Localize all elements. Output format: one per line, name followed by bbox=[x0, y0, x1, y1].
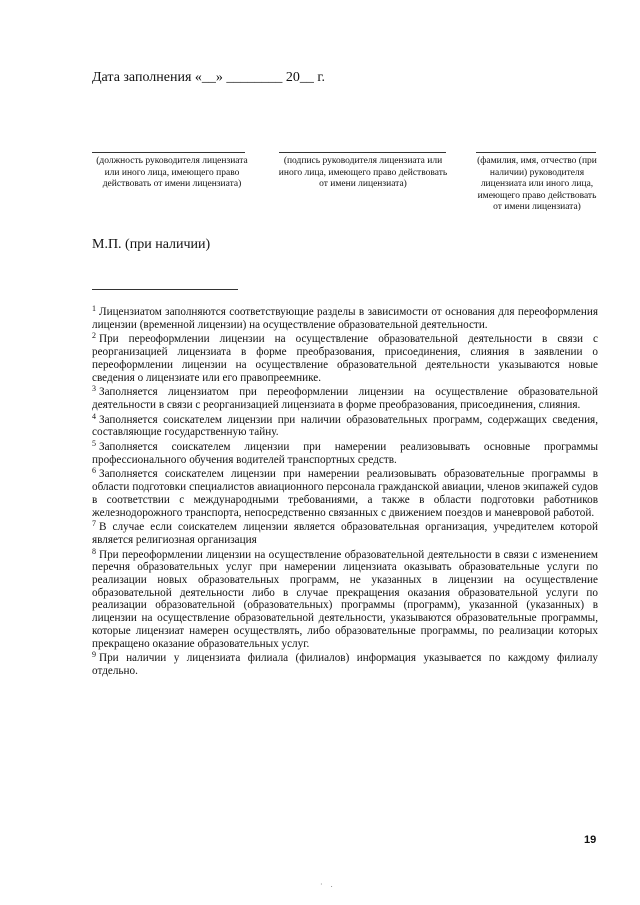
scan-specks: ·. bbox=[320, 880, 341, 889]
footnote-number: 6 bbox=[92, 466, 96, 476]
page-number: 19 bbox=[584, 834, 597, 846]
footnote-number: 2 bbox=[92, 331, 96, 341]
footnote-5 bbox=[92, 441, 598, 466]
footnote-3 bbox=[92, 386, 598, 411]
footnote-text: В случае если соискателем лицензии является образовательная организация, учредителем которой является религиозная организация bbox=[92, 521, 598, 546]
signature-line-position bbox=[92, 152, 245, 153]
footnote-number: 3 bbox=[92, 384, 96, 394]
footnote-8 bbox=[92, 546, 598, 651]
footnote-text: Заполняется соискателем лицензии при наличии образовательных программ, содержащих сведения, составляющие государственную тайну. bbox=[92, 413, 598, 439]
footnote-9 bbox=[92, 652, 598, 677]
footnote-number: 5 bbox=[92, 439, 96, 449]
footnote-text: При наличии у лицензиата филиала (филиалов) информация указывается по каждому филиалу отдельно. bbox=[92, 652, 598, 677]
footnote-number: 9 bbox=[92, 650, 96, 660]
footnote-text: Заполняется соискателем лицензии при намерении реализовывать основные программы профессионального обучения водителей транспортных средств. bbox=[92, 441, 598, 466]
footnote-text: При переоформлении лицензии на осуществление образовательной деятельности в связи с реорганизацией лицензиата в форме преобразования, присоединения, слияния в заявлении о переоформлении лицензии на осуществление образовательной деятельности указываются новые сведения о лицензиате или его правопреемнике. bbox=[92, 333, 598, 384]
footnote-7 bbox=[92, 521, 598, 546]
footnote-number: 7 bbox=[92, 519, 96, 529]
footnote-separator bbox=[92, 289, 238, 290]
position-caption: (должность руководителя лицензиата или иного лица, имеющего право действовать от имени лицензиата) bbox=[96, 156, 248, 189]
footnote-text: Лицензиатом заполняются соответствующие разделы в зависимости от основания для переоформления лицензии (временной лицензии) на осуществление образовательной деятельности. bbox=[92, 306, 598, 331]
footnote-1 bbox=[92, 306, 598, 331]
name-caption: (фамилия, имя, отчество (при наличии) руководителя лицензиата или иного лица, имеющего право действовать от имени лицензиата) bbox=[477, 156, 597, 212]
footnote-number: 1 bbox=[92, 304, 96, 313]
footnote-number: 4 bbox=[92, 411, 96, 421]
footnote-6 bbox=[92, 468, 598, 519]
footnote-text: При переоформлении лицензии на осуществление образовательной деятельности в связи с изменением перечня образовательных услуг при намерении лицензиата оказывать образовательные услуги по реализации новых образовательных программ, не указанных в лицензии на осуществление образовательной деятельности либо в случае прекращения оказания образовательной услуги по реализации образовательной (образовательных) программы (программ), указанной (указанных) в лицензии на осуществление образовательной деятельности, указываются образовательные программы, которые лицензиат намерен осуществлять, либо образовательные программы, по реализации которых прекращено оказание образовательных услуг. bbox=[92, 548, 598, 650]
stamp-place-label: М.П. (при наличии) bbox=[92, 237, 211, 252]
footnote-text: Заполняется соискателем лицензии при намерении реализовывать образовательные программы в области подготовки специалистов авиационного персонала гражданской авиации, членов экипажей судов в соответствии с международными требованиями, а также в области подготовки работников железнодорожного транспорта, непосредственно связанных с движением поездов и маневровой работой. bbox=[92, 468, 598, 519]
footnotes-list bbox=[92, 306, 598, 680]
signature-line-signature bbox=[279, 152, 446, 153]
footnote-number: 8 bbox=[92, 546, 96, 556]
footnote-text: Заполняется лицензиатом при переоформлении лицензии на осуществление образовательной деятельности в связи с реорганизацией лицензиата в форме преобразования, присоединения, слияния. bbox=[92, 386, 598, 411]
signature-caption: (подпись руководителя лицензиата или иного лица, имеющего право действовать от имени лицензиата) bbox=[278, 156, 448, 189]
footnote-2 bbox=[92, 333, 598, 384]
signature-line-name bbox=[476, 152, 596, 153]
footnote-4 bbox=[92, 411, 598, 439]
fill-date-line: Дата заполнения «__» ________ 20__ г. bbox=[92, 70, 326, 85]
